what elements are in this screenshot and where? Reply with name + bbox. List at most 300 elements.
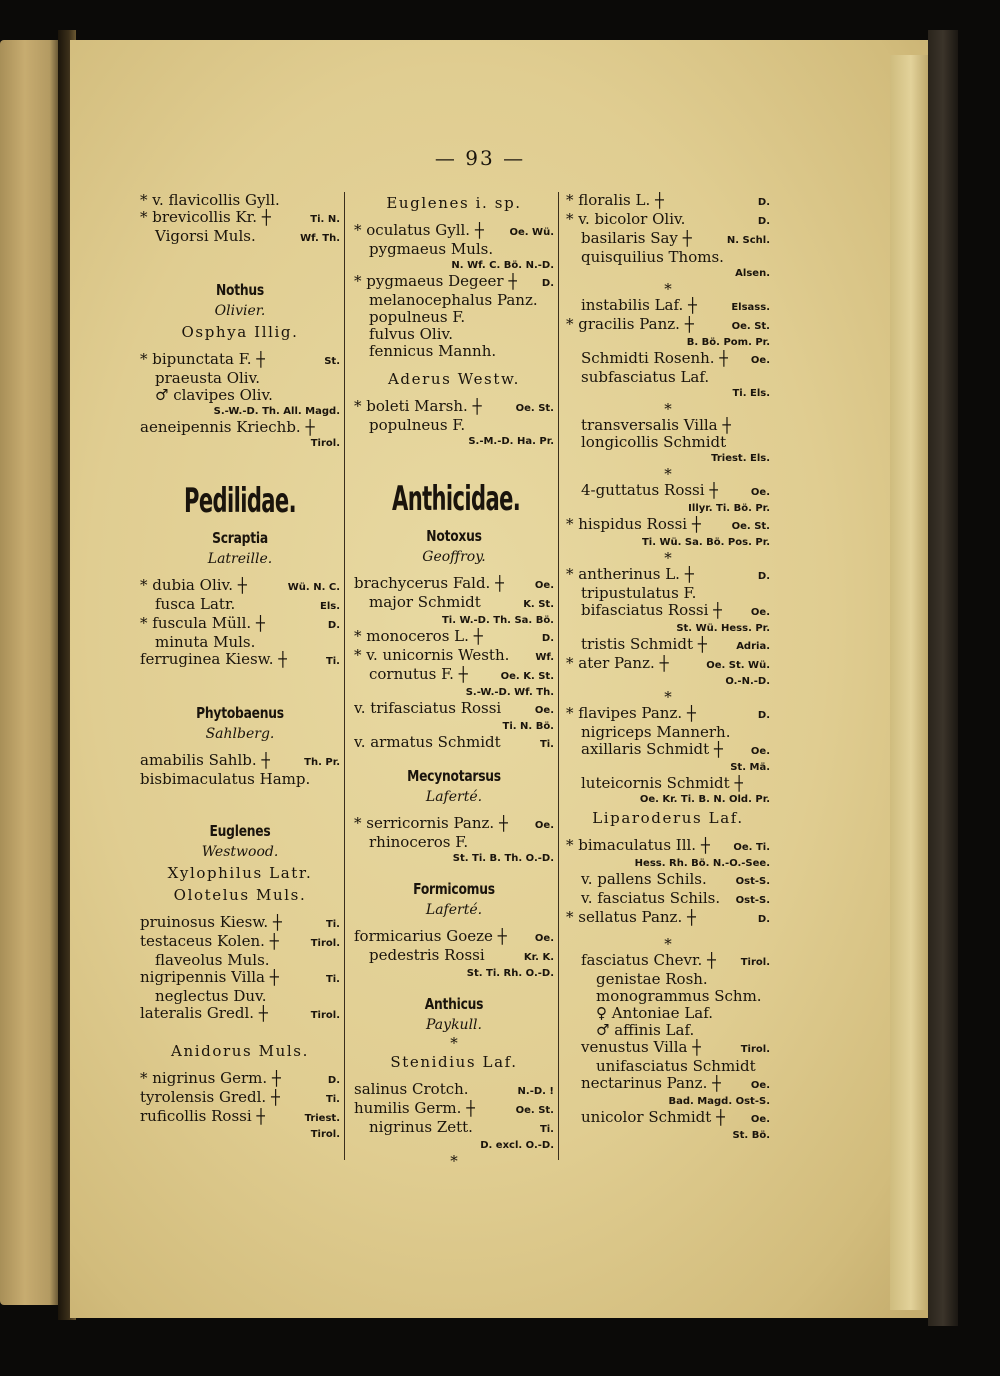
section-asterisk: * bbox=[664, 465, 672, 483]
species-name: tyrolensis Gredl. ┼ bbox=[140, 1089, 280, 1106]
species-entry bbox=[354, 222, 554, 241]
species-name: v. armatus Schmidt bbox=[354, 734, 501, 751]
subgenus-heading: Anidorus Muls. bbox=[171, 1042, 309, 1060]
species-name: instabilis Laf. ┼ bbox=[581, 297, 698, 314]
species-name: * brevicollis Kr. ┼ bbox=[140, 209, 271, 226]
species-entry bbox=[566, 316, 770, 335]
spacer bbox=[566, 829, 770, 837]
species-name: * flavipes Panz. ┼ bbox=[566, 705, 696, 722]
distribution: Ti. N. bbox=[310, 214, 340, 225]
family-heading: Anthicidae. bbox=[392, 479, 521, 519]
previous-page-edge bbox=[0, 40, 62, 1305]
species-name: testaceus Kolen. ┼ bbox=[140, 933, 279, 950]
species-name: major Schmidt bbox=[369, 594, 481, 611]
species-name: luteicornis Schmidt ┼ bbox=[581, 775, 744, 792]
distribution: Ti. bbox=[325, 919, 340, 930]
species-entry bbox=[566, 1075, 770, 1094]
section-asterisk: * bbox=[664, 688, 672, 706]
species-entry bbox=[354, 666, 554, 685]
species-name: * bipunctata F. ┼ bbox=[140, 351, 266, 368]
species-name: axillaris Schmidt ┼ bbox=[581, 741, 723, 758]
species-name: * v. flavicollis Gyll. bbox=[140, 192, 280, 209]
species-name: melanocephalus Panz. bbox=[369, 292, 538, 309]
distribution: Oe. K. St. bbox=[500, 671, 554, 682]
distribution: Ti. bbox=[539, 1124, 554, 1135]
species-entry bbox=[566, 1109, 770, 1128]
genus-author: Laferté. bbox=[425, 902, 483, 918]
species-name: unifasciatus Schmidt bbox=[596, 1058, 756, 1075]
species-name: * pygmaeus Degeer ┼ bbox=[354, 273, 518, 290]
distribution-line: Triest. Els. bbox=[711, 453, 770, 464]
species-entry bbox=[354, 647, 554, 666]
distribution-line: Tirol. bbox=[310, 438, 340, 449]
species-entry bbox=[140, 615, 340, 634]
distribution: Oe. bbox=[750, 1080, 770, 1091]
species-entry bbox=[566, 871, 770, 890]
distribution-line: S.-W.-D. Wf. Th. bbox=[465, 687, 554, 698]
distribution: St. bbox=[324, 356, 340, 367]
species-entry bbox=[354, 292, 554, 309]
distribution: Ti. bbox=[325, 1094, 340, 1105]
distribution-line: St. Mä. bbox=[730, 762, 770, 773]
species-entry bbox=[566, 249, 770, 266]
species-name: * serricornis Panz. ┼ bbox=[354, 815, 508, 832]
species-name: 4-guttatus Rossi ┼ bbox=[581, 482, 719, 499]
spacer bbox=[354, 360, 554, 368]
spacer bbox=[354, 214, 554, 222]
species-name: pygmaeus Muls. bbox=[369, 241, 494, 258]
species-name: humilis Germ. ┼ bbox=[354, 1100, 476, 1117]
spacer bbox=[354, 807, 554, 815]
species-name: nigrinus Zett. bbox=[369, 1119, 473, 1136]
distribution-line: Oe. Kr. Ti. B. N. Old. Pr. bbox=[639, 794, 770, 805]
species-entry bbox=[566, 636, 770, 655]
species-entry bbox=[566, 909, 770, 928]
species-entry bbox=[140, 1005, 340, 1024]
species-entry bbox=[140, 1108, 340, 1127]
species-entry bbox=[354, 575, 554, 594]
distribution-line: Ti. Els. bbox=[732, 388, 770, 399]
species-name: * bimaculatus Ill. ┼ bbox=[566, 837, 710, 854]
distribution: Oe. St. bbox=[515, 403, 554, 414]
species-entry bbox=[566, 705, 770, 724]
distribution: Oe. St. bbox=[731, 521, 770, 532]
distribution: N. Schl. bbox=[726, 235, 770, 246]
column-3 bbox=[566, 192, 770, 1143]
distribution: Oe. Wü. bbox=[509, 227, 554, 238]
genus-author: Latreille. bbox=[207, 551, 273, 567]
species-entry bbox=[566, 952, 770, 971]
species-entry bbox=[354, 417, 554, 434]
distribution-line: O.-N.-D. bbox=[725, 676, 770, 687]
species-entry bbox=[566, 369, 770, 386]
species-name: fulvus Oliv. bbox=[369, 326, 453, 343]
distribution: Elsass. bbox=[731, 302, 770, 313]
spacer bbox=[140, 1024, 340, 1040]
species-entry bbox=[566, 350, 770, 369]
species-name: fusca Latr. bbox=[155, 596, 236, 613]
species-name: * antherinus L. ┼ bbox=[566, 566, 694, 583]
distribution: Tirol. bbox=[740, 957, 770, 968]
species-name: ruficollis Rossi ┼ bbox=[140, 1108, 266, 1125]
distribution: Ost-S. bbox=[735, 895, 770, 906]
distribution: Th. Pr. bbox=[304, 757, 340, 768]
genus-author: Laferté. bbox=[425, 789, 483, 805]
genus-author: Olivier. bbox=[214, 303, 266, 319]
species-entry bbox=[566, 585, 770, 602]
genus-heading: Phytobaenus bbox=[196, 704, 284, 722]
section-asterisk: * bbox=[450, 1152, 458, 1170]
species-entry bbox=[354, 628, 554, 647]
genus-heading: Notoxus bbox=[426, 527, 482, 545]
species-entry bbox=[140, 771, 340, 788]
species-entry bbox=[566, 516, 770, 535]
species-name: ♀ Antoniae Laf. bbox=[596, 1005, 714, 1022]
species-entry bbox=[140, 192, 340, 209]
distribution: D. bbox=[541, 278, 554, 289]
species-name: * v. bicolor Oliv. bbox=[566, 211, 686, 228]
subgenus-heading: Stenidius Laf. bbox=[390, 1053, 518, 1071]
species-entry bbox=[140, 914, 340, 933]
species-name: ♂ affinis Laf. bbox=[596, 1022, 695, 1039]
species-entry bbox=[354, 241, 554, 258]
distribution-line: St. Ti. Rh. O.-D. bbox=[466, 968, 554, 979]
distribution: N.-D. ! bbox=[517, 1086, 554, 1097]
spacer bbox=[140, 670, 340, 698]
book-cover-edge bbox=[928, 30, 958, 1326]
spacer bbox=[354, 866, 554, 874]
species-entry bbox=[566, 724, 770, 741]
species-name: nectarinus Panz. ┼ bbox=[581, 1075, 722, 1092]
species-entry bbox=[140, 651, 340, 670]
species-name: ferruginea Kiesw. ┼ bbox=[140, 651, 288, 668]
species-entry bbox=[140, 370, 340, 387]
species-entry bbox=[354, 326, 554, 343]
column-1 bbox=[140, 192, 340, 1142]
spacer bbox=[140, 569, 340, 577]
species-entry bbox=[140, 933, 340, 952]
section-asterisk: * bbox=[664, 400, 672, 418]
species-entry bbox=[566, 602, 770, 621]
distribution: D. bbox=[757, 216, 770, 227]
species-name: * gracilis Panz. ┼ bbox=[566, 316, 694, 333]
species-entry bbox=[140, 577, 340, 596]
species-name: formicarius Goeze ┼ bbox=[354, 928, 507, 945]
spacer bbox=[354, 920, 554, 928]
species-entry bbox=[566, 1039, 770, 1058]
distribution-line: Ti. W.-D. Th. Sa. Bö. bbox=[441, 615, 554, 626]
spacer bbox=[354, 449, 554, 477]
distribution: Oe. bbox=[534, 580, 554, 591]
distribution: Oe. bbox=[534, 705, 554, 716]
spacer bbox=[354, 567, 554, 575]
distribution: Oe. St. bbox=[515, 1105, 554, 1116]
species-name: salinus Crotch. bbox=[354, 1081, 469, 1098]
distribution: K. St. bbox=[523, 599, 554, 610]
distribution: Oe. bbox=[750, 607, 770, 618]
species-entry bbox=[566, 192, 770, 211]
species-entry bbox=[566, 971, 770, 988]
distribution: Wf. bbox=[535, 652, 554, 663]
distribution: D. bbox=[757, 197, 770, 208]
distribution: Tirol. bbox=[310, 1010, 340, 1021]
species-name: aeneipennis Kriechb. ┼ bbox=[140, 419, 315, 436]
subgenus-heading: Olotelus Muls. bbox=[173, 886, 307, 904]
species-name: * monoceros L. ┼ bbox=[354, 628, 483, 645]
species-entry bbox=[140, 596, 340, 615]
species-entry bbox=[566, 211, 770, 230]
subgenus-heading: Liparoderus Laf. bbox=[592, 809, 744, 827]
distribution-line: Hess. Rh. Bö. N.-O.-See. bbox=[634, 858, 770, 869]
species-name: neglectus Duv. bbox=[155, 988, 267, 1005]
species-name: * v. unicornis Westh. bbox=[354, 647, 510, 664]
species-entry bbox=[140, 969, 340, 988]
distribution: Ti. bbox=[325, 656, 340, 667]
subgenus-heading: Aderus Westw. bbox=[387, 370, 521, 388]
spacer bbox=[140, 247, 340, 275]
distribution: Oe. bbox=[750, 746, 770, 757]
species-name: fasciatus Chevr. ┼ bbox=[581, 952, 717, 969]
species-name: nigriceps Mannerh. bbox=[581, 724, 731, 741]
genus-heading: Formicomus bbox=[413, 880, 495, 898]
species-name: fennicus Mannh. bbox=[369, 343, 497, 360]
species-entry bbox=[140, 387, 340, 404]
species-entry bbox=[566, 1005, 770, 1022]
species-entry bbox=[566, 230, 770, 249]
species-entry bbox=[354, 309, 554, 326]
species-entry bbox=[140, 952, 340, 969]
distribution: Ost-S. bbox=[735, 876, 770, 887]
species-entry bbox=[566, 1058, 770, 1075]
subgenus-heading: Euglenes i. sp. bbox=[386, 194, 522, 212]
distribution: Kr. K. bbox=[523, 952, 554, 963]
species-name: v. trifasciatus Rossi bbox=[354, 700, 502, 717]
spacer bbox=[354, 981, 554, 989]
species-entry bbox=[140, 351, 340, 370]
distribution: Wü. N. C. bbox=[287, 582, 340, 593]
distribution: D. bbox=[757, 571, 770, 582]
species-name: tristis Schmidt ┼ bbox=[581, 636, 707, 653]
distribution: D. bbox=[327, 620, 340, 631]
distribution-line: D. excl. O.-D. bbox=[480, 1140, 554, 1151]
species-entry bbox=[566, 566, 770, 585]
species-entry bbox=[566, 434, 770, 451]
species-entry bbox=[566, 297, 770, 316]
species-name: v. pallens Schils. bbox=[581, 871, 707, 888]
species-name: * sellatus Panz. ┼ bbox=[566, 909, 697, 926]
species-entry bbox=[354, 398, 554, 417]
species-name: * floralis L. ┼ bbox=[566, 192, 665, 209]
species-entry bbox=[354, 1100, 554, 1119]
species-name: * fuscula Müll. ┼ bbox=[140, 615, 265, 632]
species-entry bbox=[354, 815, 554, 834]
distribution-line: S.-M.-D. Ha. Pr. bbox=[468, 436, 554, 447]
species-entry bbox=[140, 634, 340, 651]
distribution: Oe. bbox=[534, 820, 554, 831]
species-name: Vigorsi Muls. bbox=[155, 228, 256, 245]
subgenus-heading: Osphya Illig. bbox=[181, 323, 299, 341]
species-name: * nigrinus Germ. ┼ bbox=[140, 1070, 281, 1087]
spacer bbox=[140, 1062, 340, 1070]
species-name: unicolor Schmidt ┼ bbox=[581, 1109, 726, 1126]
species-name: Schmidti Rosenh. ┼ bbox=[581, 350, 729, 367]
species-name: bifasciatus Rossi ┼ bbox=[581, 602, 723, 619]
distribution: Triest. bbox=[304, 1113, 340, 1124]
species-entry bbox=[566, 655, 770, 674]
species-name: praeusta Oliv. bbox=[155, 370, 261, 387]
distribution: Wf. Th. bbox=[300, 233, 340, 244]
column-rule bbox=[558, 192, 559, 1160]
species-name: * ater Panz. ┼ bbox=[566, 655, 669, 672]
species-entry bbox=[354, 1081, 554, 1100]
column-rule bbox=[344, 192, 345, 1160]
species-name: brachycerus Fald. ┼ bbox=[354, 575, 505, 592]
species-name: pedestris Rossi bbox=[369, 947, 485, 964]
species-name: * dubia Oliv. ┼ bbox=[140, 577, 247, 594]
distribution: Oe. bbox=[750, 355, 770, 366]
distribution-line: Bad. Magd. Ost-S. bbox=[668, 1096, 770, 1107]
species-entry bbox=[140, 228, 340, 247]
distribution-line: St. Wü. Hess. Pr. bbox=[676, 623, 770, 634]
species-name: longicollis Schmidt bbox=[581, 434, 727, 451]
species-name: populneus F. bbox=[369, 309, 466, 326]
spacer bbox=[140, 451, 340, 479]
distribution: Ti. bbox=[539, 739, 554, 750]
distribution: Adria. bbox=[736, 641, 770, 652]
spacer bbox=[354, 753, 554, 761]
species-name: * boleti Marsh. ┼ bbox=[354, 398, 482, 415]
distribution: D. bbox=[541, 633, 554, 644]
genus-heading: Anthicus bbox=[424, 995, 484, 1013]
species-entry bbox=[140, 1089, 340, 1108]
species-name: * oculatus Gyll. ┼ bbox=[354, 222, 484, 239]
species-name: genistae Rosh. bbox=[596, 971, 708, 988]
distribution-line: B. Bö. Pom. Pr. bbox=[686, 337, 770, 348]
genus-author: Sahlberg. bbox=[205, 726, 275, 742]
distribution: Oe. Ti. bbox=[733, 842, 770, 853]
species-entry bbox=[566, 890, 770, 909]
family-heading: Pedilidae. bbox=[184, 481, 296, 521]
distribution-line: Ti. Wü. Sa. Bö. Pos. Pr. bbox=[641, 537, 770, 548]
genus-heading: Nothus bbox=[216, 281, 264, 299]
distribution: Oe. St. Wü. bbox=[706, 660, 770, 671]
species-name: rhinoceros F. bbox=[369, 834, 469, 851]
species-name: amabilis Sahlb. ┼ bbox=[140, 752, 271, 769]
species-entry bbox=[354, 928, 554, 947]
subgenus-heading: Xylophilus Latr. bbox=[167, 864, 313, 882]
distribution-line: Alsen. bbox=[735, 268, 770, 279]
page-number: — 93 — bbox=[434, 146, 526, 170]
genus-author: Paykull. bbox=[426, 1017, 482, 1033]
species-entry bbox=[566, 1022, 770, 1039]
spacer bbox=[140, 906, 340, 914]
species-name: basilaris Say ┼ bbox=[581, 230, 692, 247]
distribution-line: Illyr. Ti. Bö. Pr. bbox=[688, 503, 770, 514]
species-entry bbox=[140, 988, 340, 1005]
species-entry bbox=[140, 419, 340, 436]
species-name: monogrammus Schm. bbox=[596, 988, 762, 1005]
species-entry bbox=[566, 482, 770, 501]
distribution: D. bbox=[757, 710, 770, 721]
species-name: flaveolus Muls. bbox=[155, 952, 270, 969]
species-entry bbox=[140, 209, 340, 228]
species-entry bbox=[354, 273, 554, 292]
section-asterisk: * bbox=[664, 935, 672, 953]
distribution-line: S.-W.-D. Th. All. Magd. bbox=[213, 406, 340, 417]
distribution: D. bbox=[757, 914, 770, 925]
species-name: minuta Muls. bbox=[155, 634, 256, 651]
distribution-line: Ti. N. Bö. bbox=[502, 721, 554, 732]
spacer bbox=[354, 1073, 554, 1081]
species-name: venustus Villa ┼ bbox=[581, 1039, 702, 1056]
species-name: populneus F. bbox=[369, 417, 466, 434]
distribution: Els. bbox=[319, 601, 340, 612]
distribution: D. bbox=[327, 1075, 340, 1086]
page-edges bbox=[890, 55, 932, 1310]
distribution: Ti. bbox=[325, 974, 340, 985]
species-entry bbox=[566, 837, 770, 856]
spacer bbox=[140, 744, 340, 752]
species-entry bbox=[566, 741, 770, 760]
species-entry bbox=[354, 734, 554, 753]
species-entry bbox=[566, 775, 770, 792]
species-name: transversalis Villa ┼ bbox=[581, 417, 732, 434]
section-asterisk: * bbox=[450, 1034, 458, 1052]
distribution-line: St. Ti. B. Th. O.-D. bbox=[452, 853, 554, 864]
species-entry bbox=[140, 1070, 340, 1089]
distribution: Tirol. bbox=[310, 938, 340, 949]
species-name: * hispidus Rossi ┼ bbox=[566, 516, 701, 533]
distribution: Oe. St. bbox=[731, 321, 770, 332]
distribution: Oe. bbox=[534, 933, 554, 944]
species-name: v. fasciatus Schils. bbox=[581, 890, 721, 907]
species-name: nigripennis Villa ┼ bbox=[140, 969, 279, 986]
genus-author: Westwood. bbox=[201, 844, 279, 860]
genus-heading: Mecynotarsus bbox=[407, 767, 501, 785]
species-entry bbox=[354, 1119, 554, 1138]
species-entry bbox=[566, 417, 770, 434]
genus-heading: Scraptia bbox=[212, 529, 268, 547]
species-name: subfasciatus Laf. bbox=[581, 369, 710, 386]
species-entry bbox=[354, 343, 554, 360]
species-entry bbox=[354, 594, 554, 613]
species-name: bisbimaculatus Hamp. bbox=[140, 771, 311, 788]
distribution-line: St. Bö. bbox=[732, 1130, 770, 1141]
distribution: Oe. bbox=[750, 1114, 770, 1125]
species-entry bbox=[354, 834, 554, 851]
distribution-line: Tirol. bbox=[310, 1129, 340, 1140]
species-name: lateralis Gredl. ┼ bbox=[140, 1005, 268, 1022]
spacer bbox=[140, 343, 340, 351]
section-asterisk: * bbox=[664, 549, 672, 567]
species-entry bbox=[566, 988, 770, 1005]
species-entry bbox=[354, 947, 554, 966]
species-name: quisquilius Thoms. bbox=[581, 249, 724, 266]
column-2 bbox=[354, 192, 554, 1169]
species-entry bbox=[354, 700, 554, 719]
section-asterisk: * bbox=[664, 280, 672, 298]
species-name: pruinosus Kiesw. ┼ bbox=[140, 914, 282, 931]
spacer bbox=[140, 788, 340, 816]
distribution: Oe. bbox=[750, 487, 770, 498]
spacer bbox=[354, 390, 554, 398]
species-name: ♂ clavipes Oliv. bbox=[155, 387, 273, 404]
distribution-line: N. Wf. C. Bö. N.-D. bbox=[451, 260, 554, 271]
genus-heading: Euglenes bbox=[209, 822, 271, 840]
distribution: Tirol. bbox=[740, 1044, 770, 1055]
species-name: cornutus F. ┼ bbox=[369, 666, 468, 683]
genus-author: Geoffroy. bbox=[422, 549, 486, 565]
